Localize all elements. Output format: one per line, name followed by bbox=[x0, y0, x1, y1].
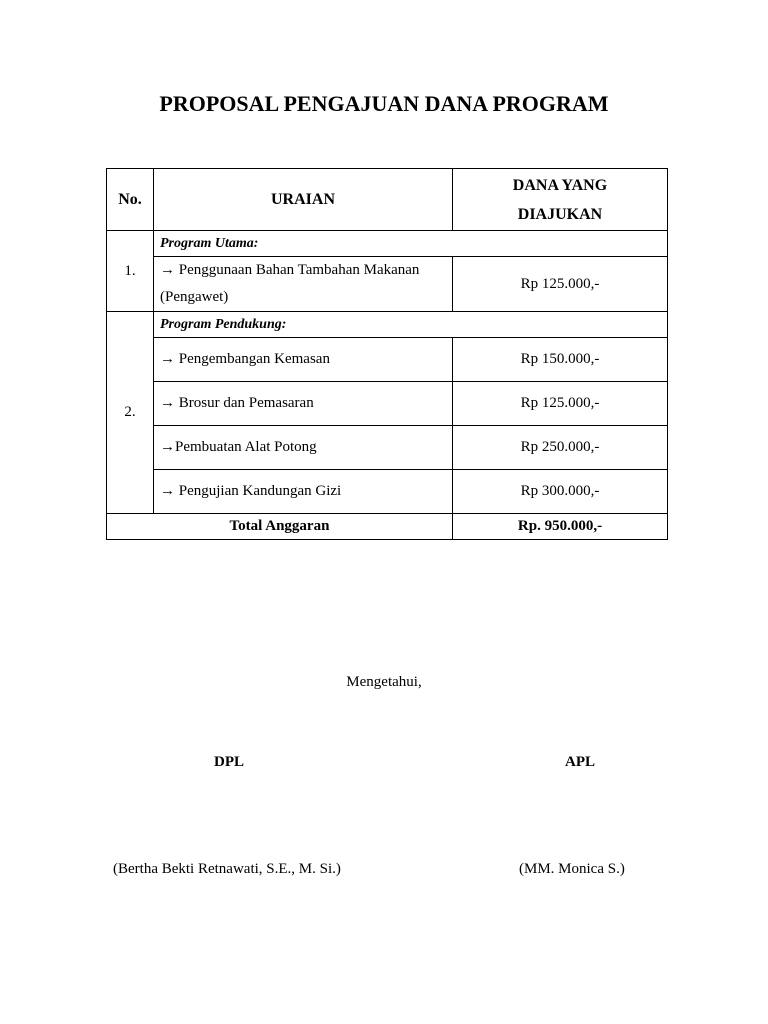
header-dana-line2: DIAJUKAN bbox=[517, 205, 603, 223]
section-number: 1. bbox=[107, 231, 154, 312]
item-amount: Rp 250.000,- bbox=[453, 426, 668, 470]
total-row bbox=[107, 514, 668, 540]
item-description: → Penggunaan Bahan Tambahan Makanan (Pengawet) bbox=[154, 257, 453, 312]
signatory-role-dpl: DPL bbox=[214, 754, 244, 770]
table-row bbox=[107, 338, 668, 382]
section-number: 2. bbox=[107, 312, 154, 514]
acknowledgement-text: Mengetahui, bbox=[346, 674, 422, 690]
table-row bbox=[107, 257, 668, 312]
header-dana-line1: DANA YANG bbox=[512, 176, 608, 194]
table-header-row bbox=[107, 169, 668, 231]
budget-table bbox=[106, 168, 668, 540]
table-row bbox=[107, 470, 668, 514]
signatory-role-apl: APL bbox=[565, 754, 595, 770]
table-row bbox=[107, 426, 668, 470]
item-amount: Rp 300.000,- bbox=[453, 470, 668, 514]
section-label-row bbox=[107, 312, 668, 338]
item-description: → Pengujian Kandungan Gizi bbox=[154, 470, 453, 514]
item-amount: Rp 125.000,- bbox=[453, 257, 668, 312]
signatory-name-dpl: (Bertha Bekti Retnawati, S.E., M. Si.) bbox=[113, 861, 341, 877]
section-label-row bbox=[107, 231, 668, 257]
item-description: → Brosur dan Pemasaran bbox=[154, 382, 453, 426]
item-description: →Pembuatan Alat Potong bbox=[154, 426, 453, 470]
header-dana bbox=[453, 169, 668, 231]
table-row bbox=[107, 382, 668, 426]
header-uraian: URAIAN bbox=[154, 169, 453, 231]
total-amount: Rp. 950.000,- bbox=[453, 514, 668, 540]
item-amount: Rp 125.000,- bbox=[453, 382, 668, 426]
item-description: → Pengembangan Kemasan bbox=[154, 338, 453, 382]
signatory-name-apl: (MM. Monica S.) bbox=[519, 861, 625, 877]
total-label: Total Anggaran bbox=[107, 514, 453, 540]
section-label: Program Pendukung: bbox=[154, 312, 668, 338]
header-no: No. bbox=[107, 169, 154, 231]
document-title: PROPOSAL PENGAJUAN DANA PROGRAM bbox=[159, 91, 609, 116]
section-label: Program Utama: bbox=[154, 231, 668, 257]
item-amount: Rp 150.000,- bbox=[453, 338, 668, 382]
